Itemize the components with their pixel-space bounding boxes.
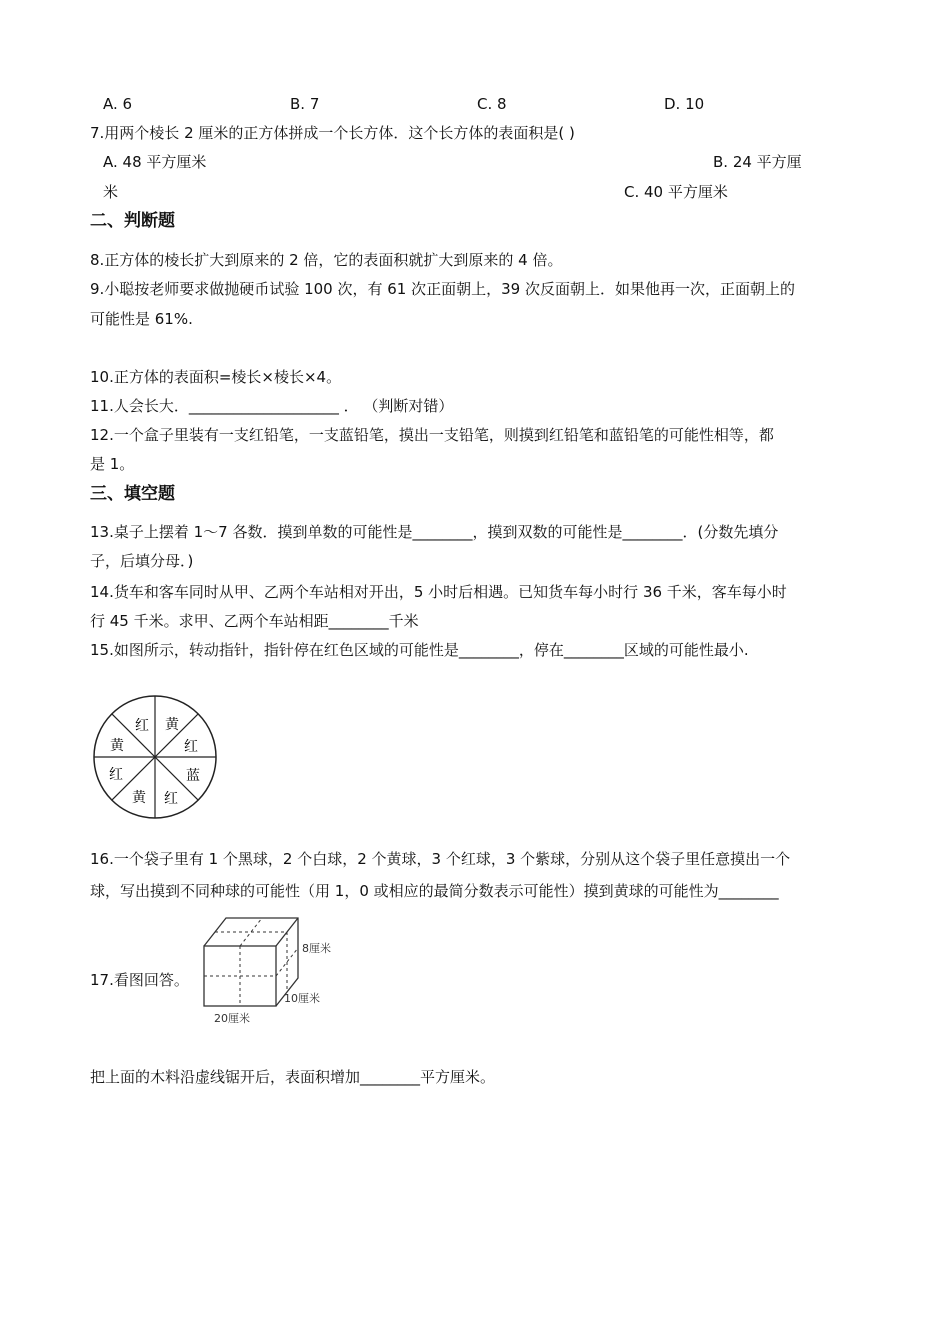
q13-line1: 13.桌子上摆着 1～7 各数．摸到单数的可能性是________，摸到双数的可能性是________．(分数先填分 (90, 523, 779, 541)
q9-line2: 可能性是 61%. (90, 310, 193, 328)
spinner-label: 黄 (110, 738, 124, 754)
q6-option-d: D. 10 (664, 95, 705, 113)
q13-line2: 子，后填分母．) (90, 552, 194, 570)
spinner-label: 红 (164, 791, 178, 807)
q6-option-b: B. 7 (290, 95, 320, 113)
q14-line1: 14.货车和客车同时从甲、乙两个车站相对开出，5 小时后相遇。已知货车每小时行 36 千米，客车每小时 (90, 583, 787, 601)
q14-line2: 行 45 千米。求甲、乙两个车站相距________千米 (90, 612, 419, 630)
section-heading-judgement: 二、判断题 (90, 211, 175, 231)
section-heading-fill-blank: 三、填空题 (90, 484, 175, 504)
spinner-label: 红 (109, 767, 123, 783)
spinner-label: 黄 (165, 717, 179, 733)
spinner-label: 红 (184, 739, 198, 755)
q7-stem: 7.用两个棱长 2 厘米的正方体拼成一个长方体．这个长方体的表面积是( ) (90, 124, 575, 142)
q7-option-b: B. 24 平方厘 (713, 153, 802, 171)
q12-line1: 12.一个盒子里装有一支红铅笔，一支蓝铅笔，摸出一支铅笔，则摸到红铅笔和蓝铅笔的可能性相等，都 (90, 426, 774, 444)
cuboid-figure (198, 912, 338, 1028)
q17-question: 把上面的木料沿虚线锯开后，表面积增加________平方厘米。 (90, 1068, 496, 1086)
spinner-label: 红 (135, 718, 149, 734)
dimension-height: 8厘米 (302, 942, 331, 955)
q6-option-a: A. 6 (103, 95, 133, 113)
dimension-depth: 10厘米 (284, 992, 320, 1005)
q9-line1: 9.小聪按老师要求做抛硬币试验 100 次，有 61 次正面朝上，39 次反面朝上．如果他再一次，正面朝上的 (90, 280, 795, 298)
spinner-label: 黄 (132, 790, 146, 806)
q16-line1: 16.一个袋子里有 1 个黑球，2 个白球，2 个黄球，3 个红球，3 个紫球，分别从这个袋子里任意摸出一个 (90, 850, 791, 868)
q15: 15.如图所示，转动指针，指针停在红色区域的可能性是________，停在________区域的可能性最小. (90, 641, 749, 659)
q17-label: 17.看图回答。 (90, 971, 189, 989)
spinner-figure (90, 694, 220, 820)
q6-option-c: C. 8 (477, 95, 507, 113)
q11: 11.人会长大．____________________ ． （判断对错） (90, 397, 454, 415)
q7-option-c: C. 40 平方厘米 (624, 183, 728, 201)
dimension-width: 20厘米 (214, 1012, 250, 1025)
q7-option-a: A. 48 平方厘米 (103, 153, 207, 171)
q16-line2: 球，写出摸到不同种球的可能性（用 1，0 或相应的最简分数表示可能性）摸到黄球的可能性为________ (90, 882, 779, 900)
q8: 8.正方体的棱长扩大到原来的 2 倍，它的表面积就扩大到原来的 4 倍。 (90, 251, 563, 269)
q12-line2: 是 1。 (90, 455, 135, 473)
q7-option-b-cont: 米 (103, 183, 119, 201)
spinner-label: 蓝 (186, 768, 200, 784)
q10: 10.正方体的表面积=棱长×棱长×4。 (90, 368, 342, 386)
